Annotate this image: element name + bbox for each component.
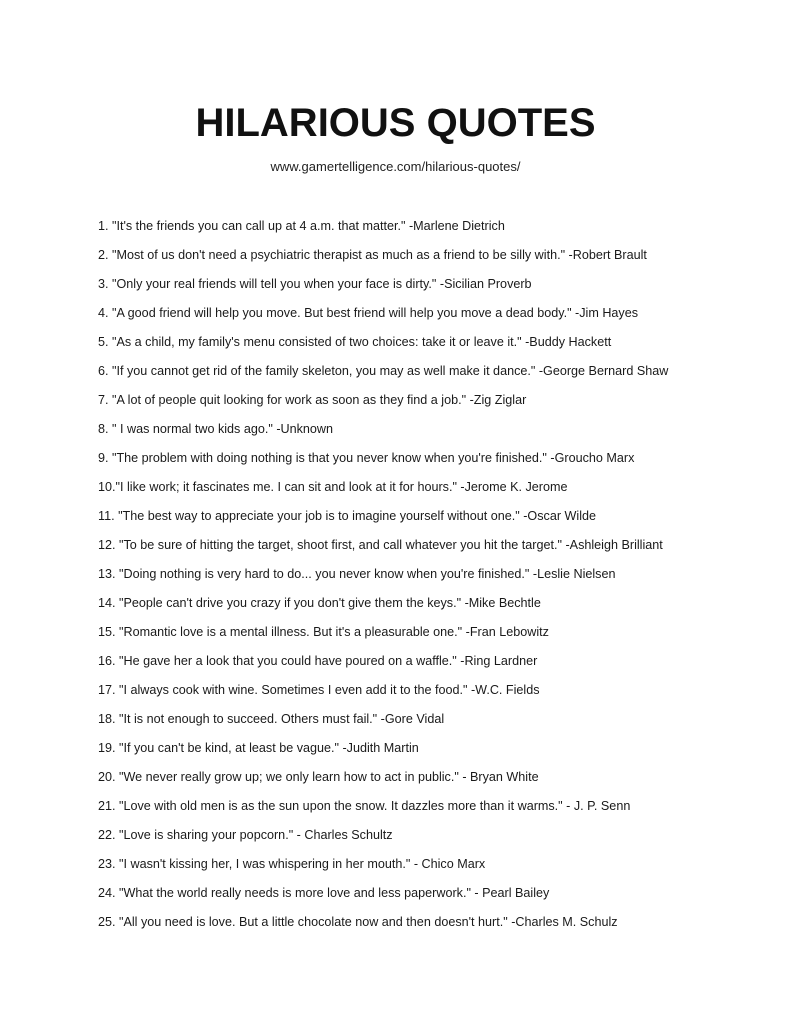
page-title: HILARIOUS QUOTES xyxy=(195,101,596,145)
quote-item-25: 25. "All you need is love. But a little chocolate now and then doesn't hurt." -Charles M. Schulz xyxy=(98,915,618,929)
quote-item-8: 8. " I was normal two kids ago." -Unknown xyxy=(98,422,334,436)
quote-item-2: 2. "Most of us don't need a psychiatric therapist as much as a friend to be silly with." -Robert Brault xyxy=(98,248,647,262)
quote-item-20: 20. "We never really grow up; we only learn how to act in public." - Bryan White xyxy=(98,770,539,784)
quote-item-18: 18. "It is not enough to succeed. Others must fail." -Gore Vidal xyxy=(98,712,445,726)
quote-item-1: 1. "It's the friends you can call up at 4 a.m. that matter." -Marlene Dietrich xyxy=(98,219,505,233)
quote-item-15: 15. "Romantic love is a mental illness. But it's a pleasurable one." -Fran Lebowitz xyxy=(98,625,549,639)
quote-item-9: 9. "The problem with doing nothing is that you never know when you're finished." -Groucho Marx xyxy=(98,451,635,465)
quote-item-5: 5. "As a child, my family's menu consisted of two choices: take it or leave it." -Buddy Hackett xyxy=(98,335,612,349)
quote-item-14: 14. "People can't drive you crazy if you don't give them the keys." -Mike Bechtle xyxy=(98,596,541,610)
quote-item-6: 6. "If you cannot get rid of the family skeleton, you may as well make it dance." -George Bernard Shaw xyxy=(98,364,669,378)
quote-item-22: 22. "Love is sharing your popcorn." - Charles Schultz xyxy=(98,828,393,842)
quote-item-11: 11. "The best way to appreciate your job is to imagine yourself without one." -Oscar Wilde xyxy=(98,509,596,523)
source-url: www.gamertelligence.com/hilarious-quotes/ xyxy=(270,159,521,174)
quote-item-23: 23. "I wasn't kissing her, I was whispering in her mouth." - Chico Marx xyxy=(98,857,486,871)
quote-item-4: 4. "A good friend will help you move. But best friend will help you move a dead body." -Jim Hayes xyxy=(98,306,639,320)
quote-list xyxy=(98,216,778,941)
quote-item-7: 7. "A lot of people quit looking for work as soon as they find a job." -Zig Ziglar xyxy=(98,393,527,407)
quote-item-10: 10."I like work; it fascinates me. I can sit and look at it for hours." -Jerome K. Jerome xyxy=(98,480,568,494)
quote-item-3: 3. "Only your real friends will tell you when your face is dirty." -Sicilian Proverb xyxy=(98,277,532,291)
quote-item-16: 16. "He gave her a look that you could have poured on a waffle." -Ring Lardner xyxy=(98,654,538,668)
quote-item-17: 17. "I always cook with wine. Sometimes I even add it to the food." -W.C. Fields xyxy=(98,683,540,697)
quote-item-13: 13. "Doing nothing is very hard to do... you never know when you're finished." -Leslie Nielsen xyxy=(98,567,616,581)
quote-item-12: 12. "To be sure of hitting the target, shoot first, and call whatever you hit the target." -Ashleigh Brilliant xyxy=(98,538,663,552)
quote-item-19: 19. "If you can't be kind, at least be vague." -Judith Martin xyxy=(98,741,419,755)
quote-item-24: 24. "What the world really needs is more love and less paperwork." - Pearl Bailey xyxy=(98,886,550,900)
quote-item-21: 21. "Love with old men is as the sun upon the snow. It dazzles more than it warms." - J. P. Senn xyxy=(98,799,631,813)
